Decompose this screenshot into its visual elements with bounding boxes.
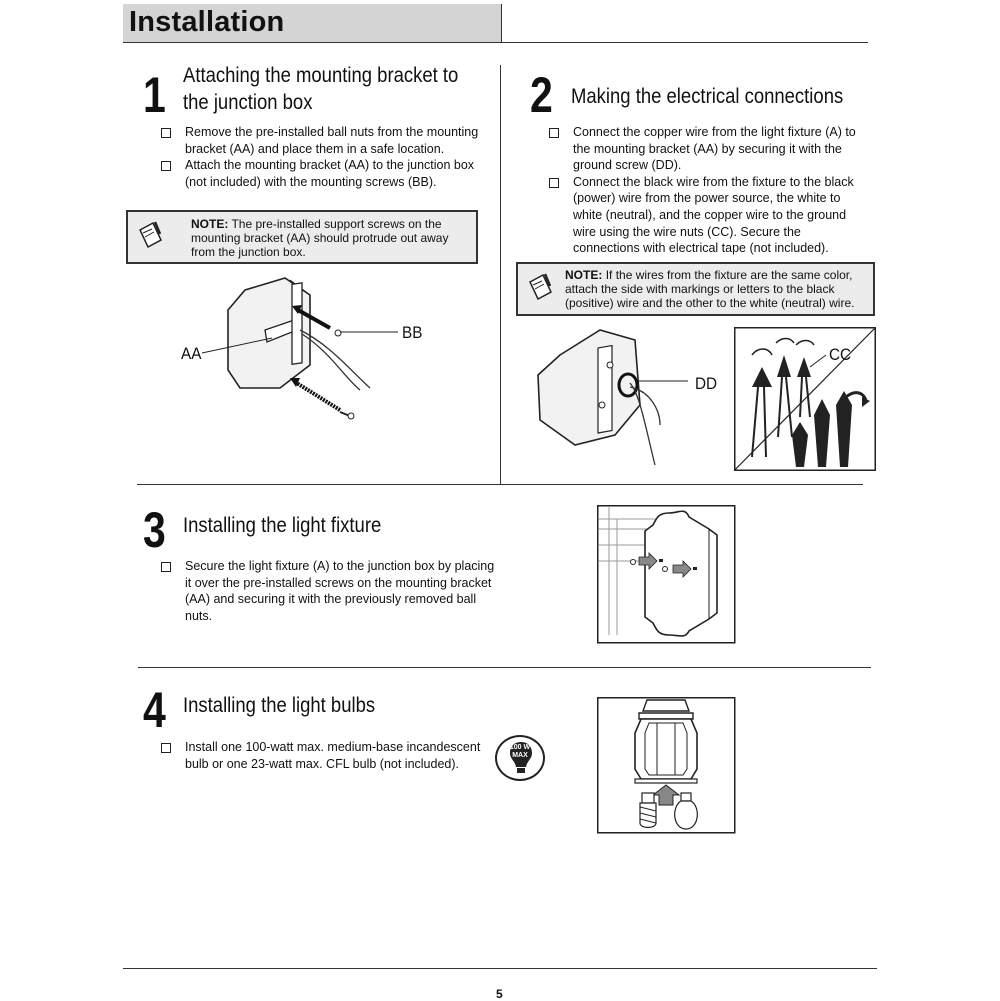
step-3-illustration [597,505,737,645]
step-3-bullet-1: Secure the light fixture (A) to the junction box by placing it over the pre-installed screws on the mounting bracket (AA) and securing it with the previously removed ball nuts. [161,558,501,624]
step-2-bullet-1: Connect the copper wire from the light fixture (A) to the mounting bracket (AA) by securing it with the ground screw (DD). [549,124,871,174]
step-1-note-label: NOTE: [191,217,229,231]
step-4-number: 4 [143,682,166,738]
step-1-bullets [161,124,481,190]
checkbox-icon [161,161,171,171]
header-rule [123,42,868,43]
label-aa: AA [181,344,202,363]
step-1-title-line2: the junction box [183,91,313,114]
step-4-title: Installing the light bulbs [183,694,376,717]
step-2-box-illustration [530,325,730,475]
label-dd: DD [695,374,718,393]
checkbox-icon [161,562,171,572]
step-2-number: 2 [530,67,553,123]
page-title: Installation [129,6,285,38]
step-2-title: Making the electrical connections [571,85,844,108]
step-1-number: 1 [143,67,166,123]
step-4-bullets [161,739,481,772]
step-4-illustration [597,697,737,837]
wattage-badge [495,735,545,781]
step-4-bullet-1: Install one 100-watt max. medium-base incandescent bulb or one 23-watt max. CFL bulb (not included). [161,739,481,772]
column-divider [500,65,501,485]
note-icon [527,272,553,302]
step-2-bullet-2: Connect the black wire from the fixture to the black (power) wire from the power source, the white to white (neutral), and the copper wire to the ground wire using the wire nuts (CC). Secure the connections with electrical tape (not included). [549,174,871,257]
step-3-number: 3 [143,502,166,558]
step-2-note [516,262,875,316]
badge-max: MAX [512,752,528,759]
section-rule-1 [137,484,863,485]
step-2-wire-nuts-illustration [734,327,876,471]
step-3-bullets [161,558,501,624]
step-3-title: Installing the light fixture [183,514,382,537]
page-number: 5 [496,987,503,1001]
checkbox-icon [161,128,171,138]
footer-rule [123,968,877,969]
step-1-note-text: The pre-installed support screws on the mounting bracket (AA) should protrude out away from the junction box. [191,217,449,259]
section-rule-2 [138,667,871,668]
note-icon [137,220,163,250]
step-1-title-line1: Attaching the mounting bracket to [183,64,459,87]
label-bb: BB [402,323,423,342]
label-cc: CC [829,345,852,364]
checkbox-icon [549,128,559,138]
step-2-note-text: If the wires from the fixture are the same color, attach the side with markings or letters to the black (positive) wire and the other to the white (neutral) wire. [565,268,855,310]
step-1-bullet-2: Attach the mounting bracket (AA) to the junction box (not included) with the mounting screws (BB). [161,157,481,190]
checkbox-icon [549,178,559,188]
step-1-note [126,210,478,264]
step-1-bullet-1: Remove the pre-installed ball nuts from the mounting bracket (AA) and place them in a safe location. [161,124,481,157]
header-divider [501,4,502,42]
step-1-illustration [180,270,460,430]
badge-watts: 100 W [509,744,531,751]
checkbox-icon [161,743,171,753]
step-2-bullets [549,124,871,257]
step-2-note-label: NOTE: [565,268,603,282]
